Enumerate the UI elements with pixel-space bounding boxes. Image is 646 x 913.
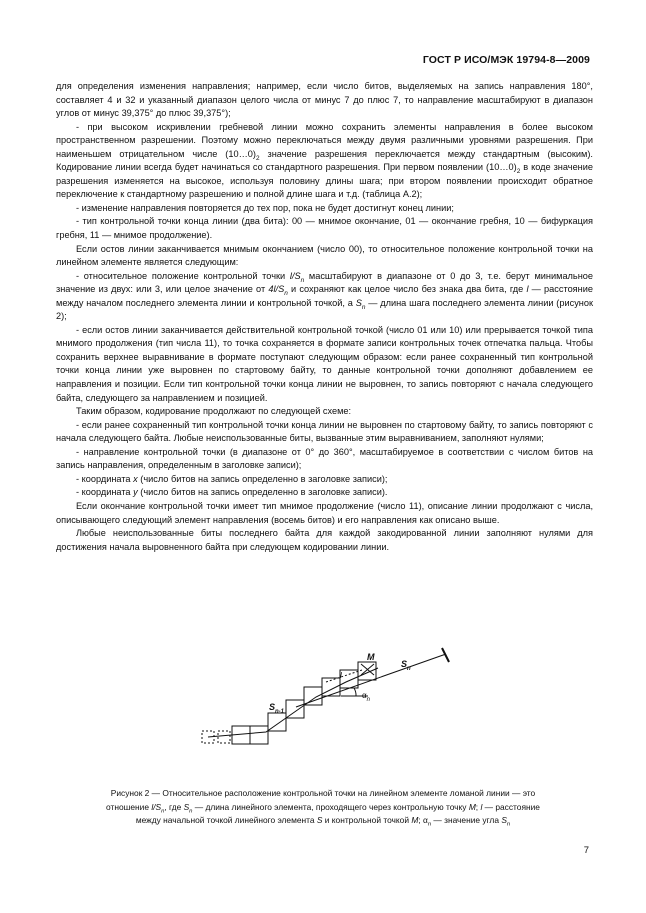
paragraph: - изменение направления повторяется до тех пор, пока не будет достигнут конец линии; (76, 202, 454, 213)
paragraph: Любые неиспользованные биты последнего байта для каждой закодированной линии заполняют нулями для достижения начала выровненного байта при следующем кодировании линии. (56, 528, 593, 552)
paragraph: для определения изменения направления; например, если число битов, выделяемых на запись направления 180°, составляет 4 и 32 и указанный диапазон целого числа от минус 7 до плюс 7, то направление масштабируют в диапазон углов от минус 39,375° до плюс 39,375°); (56, 81, 593, 119)
svg-text:αn (362, 691, 371, 703)
paragraph: - если остов линии заканчивается действительной контрольной точкой (число 01 или 10) или прерывается точкой типа мнимого продолжения (тип числа 11), то точка сохраняется в формате записи контрольных точек отпечатка пальца. Чтобы сохранить верхнее выравнивание в формате поступают следующим образом: если ранее сохраненный тип контрольной точки конца линии уже выровнен по стартовому байту, то данные контрольной точки дополняют добавлением ее направления и позиции. Если тип контрольной точки конца линии не выровнен, то запись повторяют с начала следующего байта, следующего за направлением и позицией. (56, 324, 593, 403)
figure-caption (60, 787, 586, 828)
caption-line-2: отношение $l/S_n$, где $S_n$ — длина линейного элемента, проходящего через контрольную точку M; l — расстояние (106, 801, 540, 815)
paragraph: Если окончание контрольной точки имеет тип мнимое продолжение (число 11), описание линии продолжают с числа, описывающего следующий элемент направления (восемь битов) и его направления как описано выше. (56, 500, 593, 525)
label-alpha: α (362, 691, 367, 700)
page-number: 7 (583, 845, 589, 856)
label-S-prev: S (269, 702, 276, 712)
label-M: M (367, 652, 375, 662)
paragraph: - относительное положение контрольной точки $l/S_n$ масштабируют в диапазоне от 0 до 3, т.е. берут минимальное значение из двух: или 3, или целое значение от $4l/S_n$ и сохраняют как целое число без знака два бита, где l — расстояние между началом последнего элемента линии и контрольной точкой, а $S_n$ — длина шага последнего элемента линии (рисунок 2); (56, 270, 593, 322)
label-l: l (340, 671, 342, 680)
paragraph: Если остов линии заканчивается мнимым окончанием (число 00), то относительное положение контрольной точки на линейном элементе является следующим: (56, 243, 593, 268)
paragraph: - если ранее сохраненный тип контрольной точки конца линии не выровнен по стартовому байту, то запись повторяют с начала следующего байта. Любые неиспользованные биты, вызванные этим выравниванием, заполняют нулями; (56, 419, 593, 444)
paragraph: - при высоком искривлении гребневой линии можно сохранить элементы направления в более высоком пространственном разрешении. Поэтому можно переключаться между двумя различными уровнями разрешения. При наименьшем отрицательном числе $(10\dots 0)_2$ значение разрешения переключается между стандартным (высоким). Кодирование линии всегда будет начинаться со стандартного разрешения. При первом появлении $(10\dots 0)_2$ в коде значение разрешения изменяется на высокое, используя половину длины шага; при втором появлении происходит обратное переключение к стандартному разрешению и полной длине шага и т.д. (таблица А.2); (56, 121, 593, 200)
body-text (56, 80, 593, 554)
label-alpha-sub: n (366, 697, 370, 703)
caption-line-3: между начальной точкой линейного элемента S и контрольной точкой M; $\alpha_n$ — значение угла $S_n$ (135, 815, 511, 828)
label-S-prev-sub: n-1 (275, 709, 285, 715)
label-S: S (401, 659, 408, 669)
svg-text:Sn (401, 659, 411, 672)
paragraph: Таким образом, кодирование продолжают по следующей схеме: (76, 406, 352, 417)
paragraph: - координата x (число битов на запись определенно в заголовке записи); (76, 473, 388, 484)
label-S-sub: n (407, 666, 411, 672)
caption-line-1: Рисунок 2 — Относительное расположение контрольной точки на линейном элементе ломаной линии — это (110, 788, 536, 798)
paragraph: - координата y (число битов на запись определенно в заголовке записи). (76, 487, 388, 498)
paragraph: - тип контрольной точки конца линии (два бита): 00 — мнимое окончание, 01 — окончание гребня, 10 — бифуркация гребня, 11 — мнимое продолжение). (56, 216, 593, 241)
document-header: ГОСТ Р ИСО/МЭК 19794-8—2009 (422, 54, 590, 66)
paragraph: - направление контрольной точки (в диапазоне от 0° до 360°, масштабируемое в соответствии с числом битов на запись направления, определенным в заголовке записи); (56, 446, 593, 471)
figure-2-diagram (196, 640, 466, 755)
